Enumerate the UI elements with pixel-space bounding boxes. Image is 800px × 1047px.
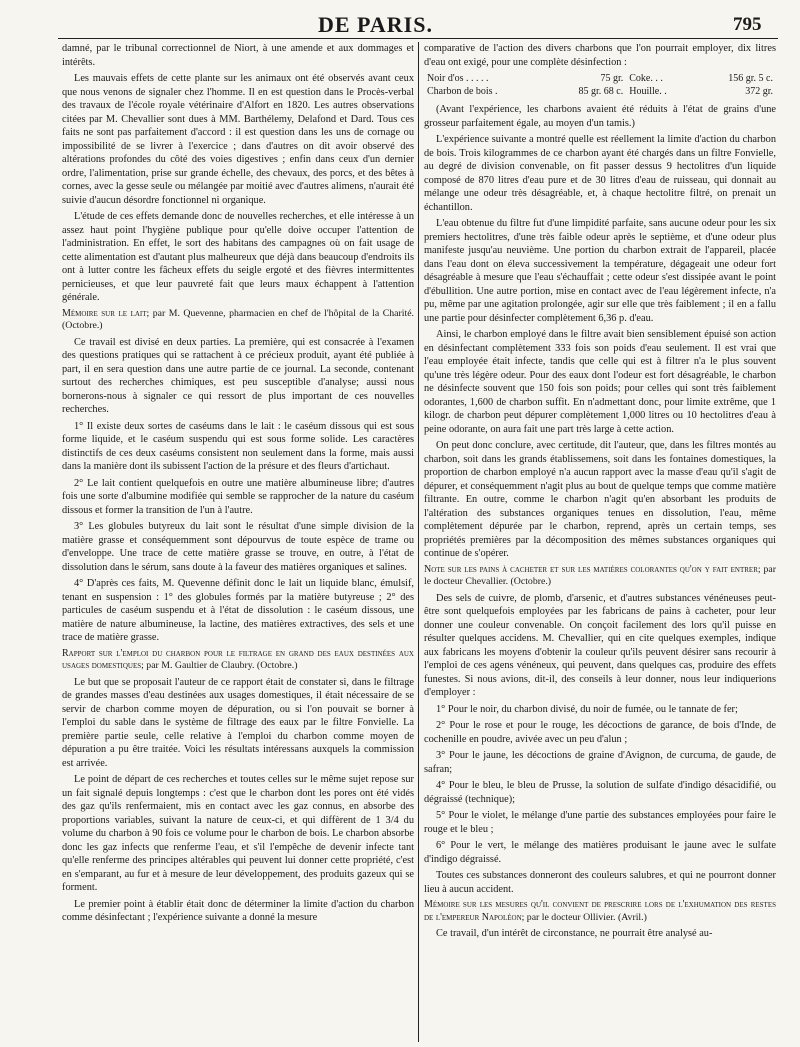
table-row xyxy=(424,85,776,98)
list-item: 4° Pour le bleu, le bleu de Prusse, la solution de sulfate d'indigo désacidifié, ou dégraissé (technique); xyxy=(424,780,776,805)
coal-quantity-table xyxy=(424,72,776,98)
table-cell: 372 gr. xyxy=(745,86,773,97)
list-item: 1° Pour le noir, du charbon divisé, du noir de fumée, ou le tannate de fer; xyxy=(436,703,738,715)
article-title: Rapport sur l'emploi du charbon pour le filtrage en grand des eaux destinées aux usages domestiques xyxy=(62,647,414,672)
paragraph: L'eau obtenue du filtre fut d'une limpidité parfaite, sans aucune odeur pour les six premiers hectolitres, d'une très faible odeur après le septième, et d'une odeur plus manifeste jusqu'au neuvième. Une portion du charbon extrait de l'appareil, placée dans l'eau dont on éleva successivement la température, dégageait une odeur fort désagréable à mesure que l'eau s'échauffait ; cette odeur s'est dissipée avant le point d'ébullition. Une autre portion, mise en contact avec de l'eau légèrement infecte, n'a pu, même par une agitation prolongée, agir sur elle que très faiblement ; il en a fallu une partie pour désinfecter complètement 6,36 p. d'eau. xyxy=(424,218,776,324)
table-cell: 85 gr. 68 c. xyxy=(578,86,624,97)
list-item: 6° Pour le vert, le mélange des matières produisant le jaune avec le sulfate d'indigo dégraissé. xyxy=(424,840,776,865)
table-cell: Coke. . . xyxy=(629,73,663,84)
list-item: 3° Les globules butyreux du lait sont le résultat d'une simple division de la matière grasse et conséquemment sont dépourvus de toute espèce de trame ou d'enveloppe. Une trace de cette matière grasse se trouve, en outre, à l'état de dissolution dans le sérum, sans doute à la faveur des matières organiques et salines. xyxy=(62,521,414,573)
list-item: 5° Pour le violet, le mélange d'une partie des substances employées pour faire le rouge et le bleu ; xyxy=(424,810,776,835)
paragraph: Ce travail, d'un intérêt de circonstance, ne pourrait être analysé au- xyxy=(436,928,713,940)
article-byline: ; par M. Quevenne, pharmacien en chef de l'hôpital de la Charité. (Octobre.) xyxy=(62,307,414,332)
table-cell: 75 gr. xyxy=(600,73,624,84)
article-title: Note sur les pains à cacheter et sur les matières colorantes qu'on y fait entrer xyxy=(424,563,758,575)
paragraph: Ainsi, le charbon employé dans le filtre avait bien sensiblement épuisé son action en désinfectant complètement 333 fois son poids d'eau seulement. Il est vrai que l'eau employée était infecte, tandis que celle qui est à filtrer n'a le plus souvent qu'une très légère odeur. Pour des eaux dont l'odeur est fort désagréable, le charbon ne désinfecte souvent que 150 fois son poids; pour celles qui sont très faiblement odorantes, 1,600 de charbon suffit. En n'admettant donc, pour limite extrême, que 1 kilogr. de charbon peut dépurer complètement 1,000 litres ou 10 hectolitres d'eau à peine odorante, on aura fait une part très large à cette action. xyxy=(424,329,776,435)
table-row xyxy=(424,72,776,85)
paragraph: comparative de l'action des divers charbons que l'on pourrait employer, dix litres d'eau ont exigé, pour une complète désinfection : xyxy=(424,43,776,68)
list-item: 3° Pour le jaune, les décoctions de graine d'Avignon, de curcuma, de gaude, de safran; xyxy=(424,750,776,775)
paragraph: Le point de départ de ces recherches et toutes celles sur le même sujet repose sur un fait signalé depuis longtemps : c'est que le charbon dont les pores ont été vidés des gaz qu'ils renfermaient, mis en contact avec les gaz connus, en absorbe des proportions variables, suivant la nature de ceux-ci, et qui diffèrent de 1 3/4 du volume du charbon à 90 fois ce volume pour le charbon de bois. Le charbon absorbe donc les gaz infects que renferme l'eau, et s'il l'empêche de devenir infecte tant qu'elle renferme des principes altérables qui peuvent lui donner cette propriété, c'est en s'emparant, au fur et à mesure de leur développement, des produits gazeux qui se forment. xyxy=(62,774,414,894)
header-rule xyxy=(58,38,778,39)
table-cell: Charbon de bois . xyxy=(427,86,498,97)
article-byline: ; par le docteur Chevallier. (Octobre.) xyxy=(424,563,776,588)
paragraph: On peut donc conclure, avec certitude, dit l'auteur, que, dans les filtres montés au charbon, soit dans les grands établissemens, soit dans les fontaines domestiques, la proportion de charbon employé n'a aucun rapport avec la masse d'eau qu'il s'agit de dépurer, et conséquemment n'agit plus au bout de quelque temps que comme matière filtrante. En outre, comme le charbon n'agit qu'en absorbant les produits de l'altération des substances organiques tenues en dissolution, l'eau, même complètement dépurée par le charbon, reprend, après un certain temps, ses propriétés premières par la décomposition des mêmes substances organiques qui continue de s'opérer. xyxy=(424,440,776,559)
list-item: 2° Pour le rose et pour le rouge, les décoctions de garance, de bois d'Inde, de cochenille en poudre, avivée avec un peu d'alun ; xyxy=(424,720,776,745)
paragraph: Le premier point à établir était donc de déterminer la limite d'action du charbon comme désinfectant ; l'expérience suivante a donné la mesure xyxy=(62,898,414,924)
table-cell: Noir d'os . . . . . xyxy=(427,73,489,84)
paragraph: Ce travail est divisé en deux parties. La première, qui est consacrée à l'examen des questions pratiques qui se rattachent à ce précieux produit, ayant été publiée à part, il en sera question dans une autre partie de ce journal. La seconde, contenant surtout des recherches chimiques, est peu susceptible d'analyse; aussi nous bornerons-nous à signaler ce qui ressort de plus important de ces nouvelles recherches. xyxy=(62,336,414,416)
article-heading-rapport xyxy=(62,648,414,673)
article-title: Mémoire sur le lait xyxy=(62,307,147,319)
article-heading-pains xyxy=(424,564,776,589)
table-cell: Houille. . xyxy=(629,86,667,97)
article-byline: ; par M. Gaultier de Claubry. (Octobre.) xyxy=(141,660,298,672)
left-column xyxy=(62,42,414,928)
paragraph: L'étude de ces effets demande donc de nouvelles recherches, et elle intéresse à un assez haut point l'hygiène publique pour qu'elle doive occuper l'attention de l'administration. En effet, le sort des habitans des campagnes où on fait usage de cette alimentation est d'autant plus malheureux que déjà dans beaucoup d'endroits ils ont à lutter contre les fâcheux effets du seigle ergoté et des fièvres intermittentes pernicieuses, et que leur pauvreté fait que leurs maux échappent à l'attention générale. xyxy=(62,211,414,303)
paragraph: Toutes ces substances donneront des couleurs salubres, et qui ne pourront donner lieu à aucun accident. xyxy=(424,870,776,895)
column-divider xyxy=(418,42,419,1042)
paragraph: (Avant l'expérience, les charbons avaient été réduits à l'état de grains d'une grosseur parfaitement égale, au moyen d'un tamis.) xyxy=(424,104,776,129)
article-byline: ; par le docteur Ollivier. (Avril.) xyxy=(521,911,647,923)
list-item: 2° Le lait contient quelquefois en outre une matière albumineuse libre; d'autres fois une sorte d'albumine modifiée qui semble se rapprocher de la nature du caséum dissous et former la transition de l'un à l'autre. xyxy=(62,477,414,516)
article-heading-exhumation xyxy=(424,899,776,924)
paragraph: Le but que se proposait l'auteur de ce rapport était de constater si, dans le filtrage de grandes masses d'eau destinées aux usages domestiques, il était nécessaire de se servir de charbon comme moyen de dépuration, ou si l'on pouvait se borner à l'emploi du sable dans le système de filtrage des eaux par le filtre Fonvielle. La première partie seule, celle relative à l'emploi du charbon comme moyen de dépuration a pu être traitée. Voici les résultats intéressans auxquels la commission est arrivée. xyxy=(62,676,414,769)
right-column xyxy=(424,42,776,944)
page-header xyxy=(0,0,800,40)
page-number: 795 xyxy=(733,14,762,35)
paragraph: Des sels de cuivre, de plomb, d'arsenic, et d'autres substances vénéneuses peut-être sont quelquefois employées par les fabricans de pains à cacheter, pour leur donner une couleur convenable. On conçoit facilement des lors qu'il puisse en résulter quelques accidens. M. Chevallier, qui en cite quelques exemples, indique aux fabricans les moyens d'obtenir la couleur qu'ils peuvent désirer sans recourir à l'emploi de ces agens vénéneux, qui peuvent, dans quelques cas, produire des effets funestes. Si nous avions, dit-il, des conseils à leur donner, nous leur indiquerions d'employer : xyxy=(424,592,776,699)
paragraph: damné, par le tribunal correctionnel de Niort, à une amende et aux dommages et intérêts. xyxy=(62,43,414,68)
list-item: 1° Il existe deux sortes de caséums dans le lait : le caséum dissous qui est sous forme liquide, et le caséum suspendu qui est sous forme solide. Les caractères distinctifs de ces deux caséums consistent non seulement dans la forme, mais aussi dans la manière dont ils subissent l'action de la présure et des fleurs d'artichaut. xyxy=(62,420,414,473)
article-heading-lait xyxy=(62,308,414,333)
paragraph: L'expérience suivante a montré quelle est réellement la limite d'action du charbon de bois. Trois kilogrammes de ce charbon ayant été chargés dans un filtre Fonvielle, au degré de division convenable, on fit passer dessus 9 hectolitres d'un liquide composé de 870 litres d'eau pure et de 30 litres d'eau de ruisseau, qui donnait au mélange une odeur très désagréable, et, à chaque hectolitre filtré, on prenait un échantillon. xyxy=(424,134,776,213)
table-cell: 156 gr. 5 c. xyxy=(728,73,773,84)
running-title: DE PARIS. xyxy=(318,12,433,37)
paragraph: Les mauvais effets de cette plante sur les animaux ont été observés avant ceux que nous venons de signaler chez l'homme. Il en est question dans le Procès-verbal des travaux de l'école royale vétérinaire d'Alfort en 1820. Les autres observations citées par M. Chevallier sont dues à MM. Barthélemy, Delafond et Dard. Tous ces faits ne sont pas parfaitement d'accord : il est question dans les uns de cornage ou impossibilité de se livrer à l'exercice ; dans d'autres on dit avoir observé des altérations profondes du côté des voies digestives ; enfin dans ceux d'un dernier ordre, l'alimentation, prise sur grande échelle, des chevaux, des porcs, et des bêtes à cornes, avec la gesse seule ou mélangée par moitié avec d'autres alimens, n'aurait été suivie d'aucun désordre fonctionnel ni organique. xyxy=(62,73,414,206)
article-title: Mémoire sur les mesures qu'il convient de prescrire lors de l'exhumation des restes de l'empereur Napoléon xyxy=(424,899,776,923)
list-item: 4° D'après ces faits, M. Quevenne définit donc le lait un liquide blanc, émulsif, tenant en suspension : 1° des globules formés par la matière butyreuse ; 2° des particules de caséum suspendu et à l'état de dissolution : le caséum dissous, une matière de nature albumineuse, la lactine, des matières extractives, des sels et une trace de matière grasse. xyxy=(62,578,414,644)
